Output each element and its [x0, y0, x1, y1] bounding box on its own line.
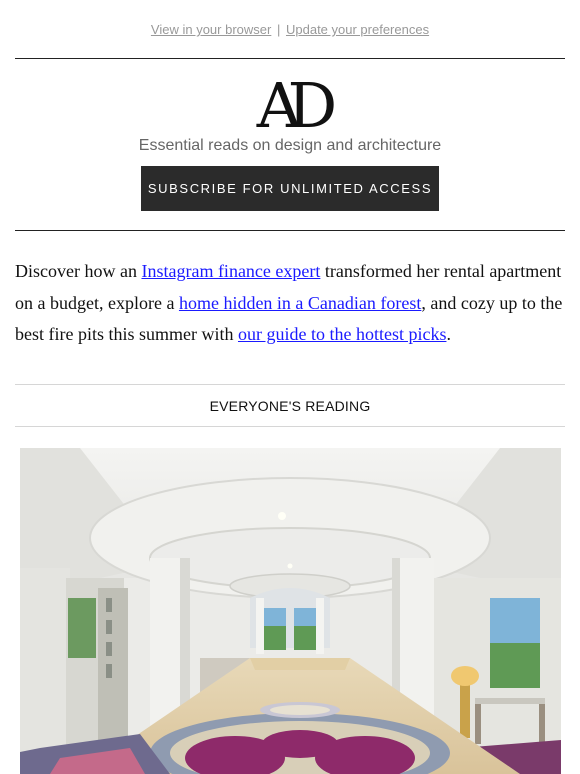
ad-logo[interactable]: [0, 72, 580, 132]
instagram-finance-expert-link[interactable]: Instagram finance expert: [141, 261, 321, 281]
intro-text-2: transformed her rental apartment on a budget, explore a: [15, 261, 562, 313]
subscribe-button[interactable]: SUBSCRIBE FOR UNLIMITED ACCESS: [141, 166, 439, 211]
section-top-divider: [15, 384, 565, 385]
logo-text: AD: [256, 72, 324, 132]
section-bottom-divider: [15, 426, 565, 427]
intro-text-3: , and cozy up to the best fire pits this summer with: [15, 292, 563, 344]
section-title: EVERYONE'S READING: [209, 398, 371, 414]
header-divider: [15, 58, 565, 59]
hero-image[interactable]: [20, 448, 561, 774]
intro-divider: [15, 230, 565, 231]
tagline: Essential reads on design and architecture: [138, 137, 442, 154]
intro-paragraph: [15, 256, 567, 351]
update-preferences-link[interactable]: Update your preferences: [285, 22, 430, 37]
intro-text-4: .: [446, 324, 451, 344]
interior-hallway-illustration: [20, 448, 561, 774]
view-in-browser-link[interactable]: View in your browser: [150, 22, 272, 37]
top-links: [0, 22, 580, 37]
hottest-picks-guide-link[interactable]: our guide to the hottest picks: [237, 324, 447, 344]
intro-text-1: Discover how an: [15, 261, 142, 281]
link-separator: |: [276, 22, 281, 37]
canadian-forest-home-link[interactable]: home hidden in a Canadian forest: [178, 292, 422, 313]
